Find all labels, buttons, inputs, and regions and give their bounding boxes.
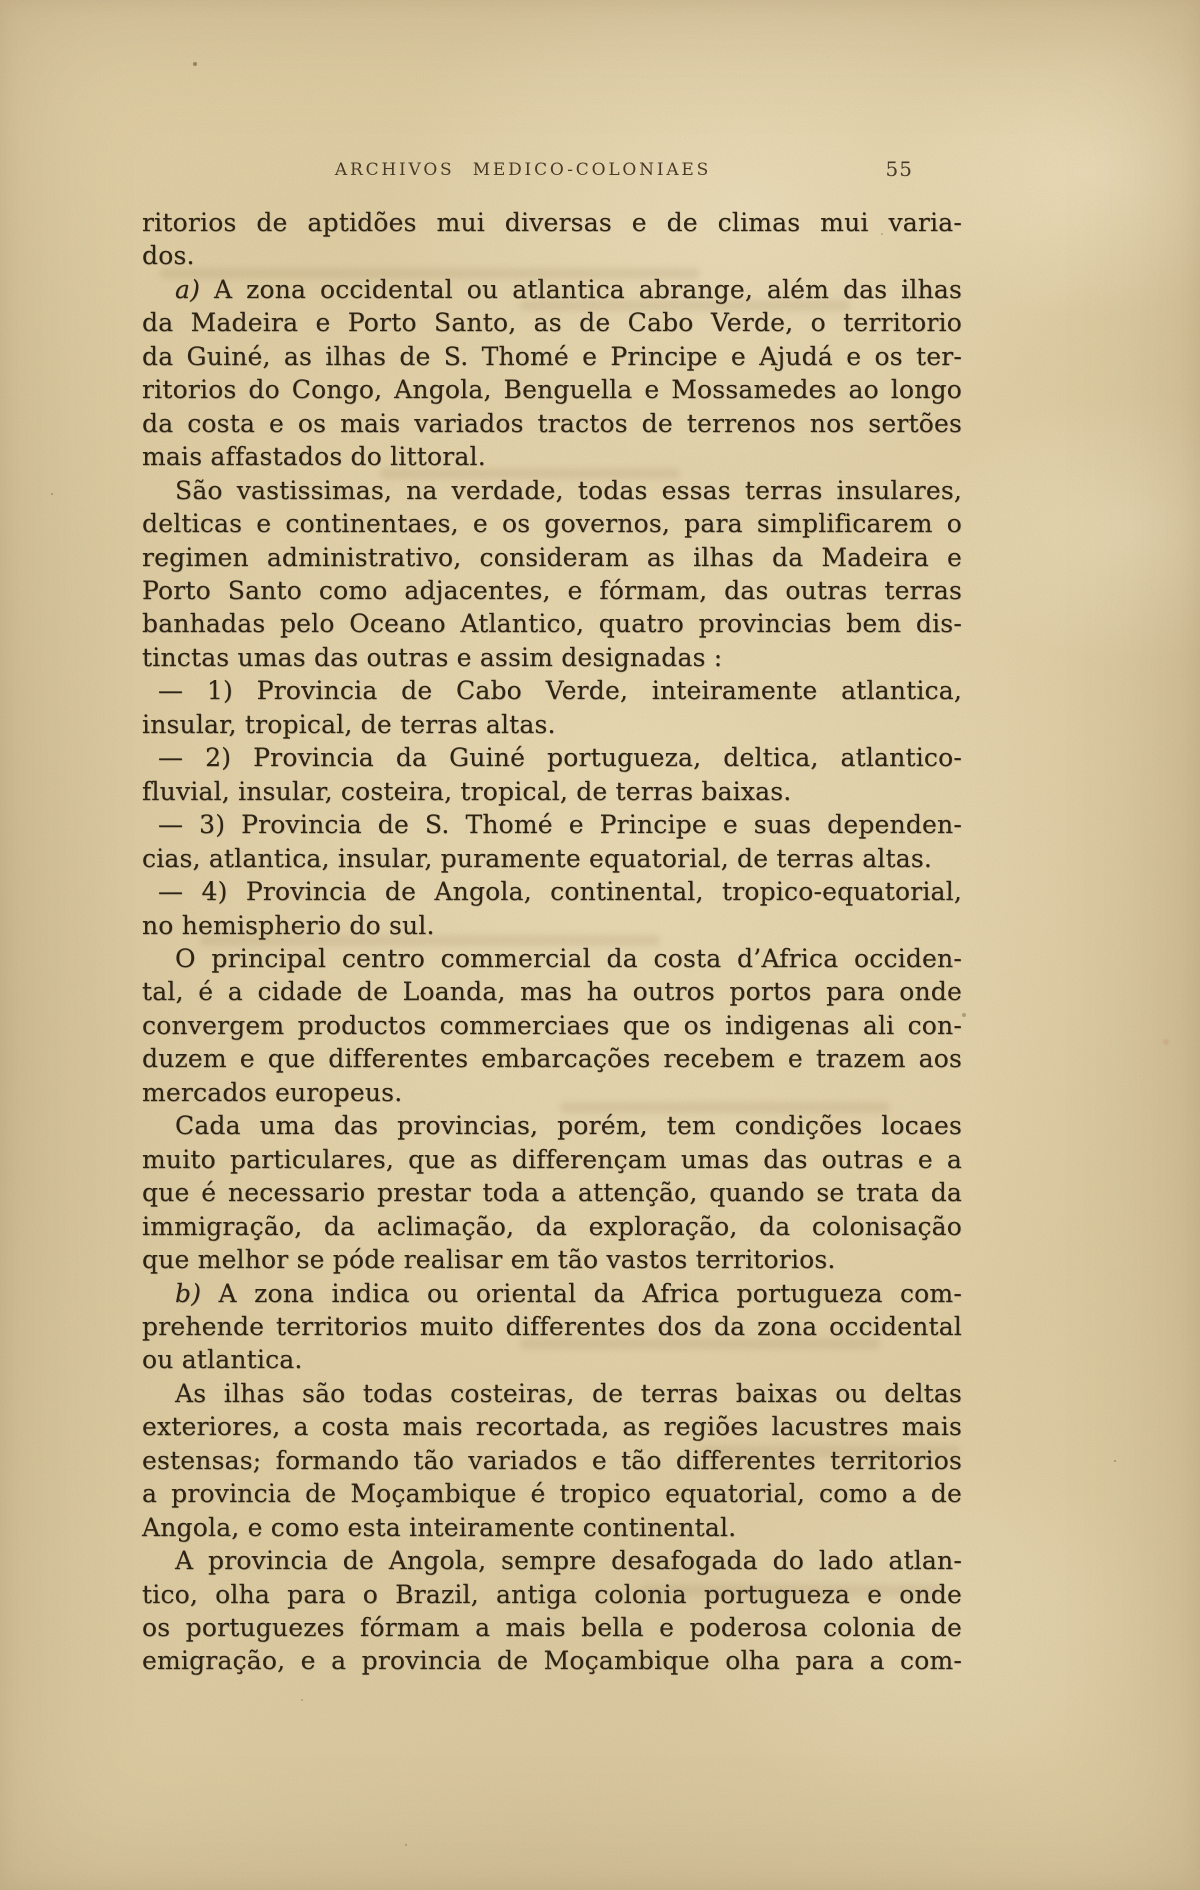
text-line: os portuguezes fórmam a mais bella e poderosa colonia de: [142, 1613, 962, 1643]
text-line: da costa e os mais variados tractos de terrenos nos sertões: [142, 408, 962, 438]
text-line: mercados europeus.: [142, 1077, 403, 1107]
text-line: delticas e continentaes, e os governos, para simplificarem o: [142, 509, 962, 539]
text-line: banhadas pelo Oceano Atlantico, quatro provincias bem dis-: [142, 609, 962, 639]
text-line: tal, é a cidade de Loanda, mas ha outros portos para onde: [142, 977, 962, 1007]
text-line: convergem productos commerciaes que os indigenas ali con-: [142, 1010, 962, 1040]
text-line: — 2) Provincia da Guiné portugueza, deltica, atlantico-: [158, 743, 962, 773]
text-line: a) A zona occidental ou atlantica abrange, além das ilhas: [175, 274, 962, 304]
text-line: cias, atlantica, insular, puramente equatorial, de terras altas.: [142, 843, 933, 873]
text-line: O principal centro commercial da costa d’Africa occiden-: [175, 943, 962, 973]
text-line: As ilhas são todas costeiras, de terras baixas ou deltas: [175, 1378, 962, 1408]
text-line: ou atlantica.: [142, 1345, 303, 1375]
text-line: ritorios do Congo, Angola, Benguella e Mossamedes ao longo: [142, 375, 962, 405]
text-line: — 1) Provincia de Cabo Verde, inteiramente atlantica,: [158, 676, 962, 706]
italic-enumerator: a): [175, 274, 201, 304]
paper-specks: [0, 0, 4, 4]
text-line: da Guiné, as ilhas de S. Thomé e Principe e Ajudá e os ter-: [142, 341, 962, 371]
text-line: Cada uma das provincias, porém, tem condições locaes: [175, 1111, 962, 1141]
text-line: tico, olha para o Brazil, antiga colonia portugueza e onde: [142, 1579, 962, 1609]
journal-title: ARCHIVOS MEDICO-COLONIAES: [334, 160, 712, 180]
text-line: A provincia de Angola, sempre desafogada do lado atlan-: [175, 1546, 962, 1576]
text-line: insular, tropical, de terras altas.: [142, 709, 556, 739]
text-line: dos.: [142, 241, 195, 271]
text-line: prehende territorios muito differentes dos da zona occidental: [142, 1311, 962, 1341]
text-line: tinctas umas das outras e assim designadas :: [142, 642, 723, 672]
text-line: Angola, e como esta inteiramente continental.: [142, 1512, 737, 1542]
text-line: immigração, da aclimação, da exploração, da colonisação: [142, 1211, 962, 1241]
text-line: ritorios de aptidões mui diversas e de climas mui varia-: [142, 208, 962, 237]
text-line: emigração, e a provincia de Moçambique olha para a com-: [142, 1646, 962, 1676]
text-line: b) A zona indica ou oriental da Africa portugueza com-: [175, 1278, 962, 1308]
text-line: São vastissimas, na verdade, todas essas terras insulares,: [175, 475, 962, 505]
text-line: no hemispherio do sul.: [142, 910, 435, 940]
text-line: — 4) Provincia de Angola, continental, tropico-equatorial,: [158, 877, 962, 907]
text-line: regimen administrativo, consideram as ilhas da Madeira e: [142, 542, 962, 572]
text-body: [142, 206, 962, 1678]
text-line: muito particulares, que as differençam umas das outras e a: [142, 1144, 962, 1174]
text-line: — 3) Provincia de S. Thomé e Principe e suas dependen-: [158, 810, 962, 840]
text-line: da Madeira e Porto Santo, as de Cabo Verde, o territorio: [142, 308, 962, 338]
text-line: estensas; formando tão variados e tão differentes territorios: [142, 1445, 962, 1475]
text-line: fluvial, insular, costeira, tropical, de terras baixas.: [142, 776, 792, 806]
text-line: Porto Santo como adjacentes, e fórmam, das outras terras: [142, 575, 962, 605]
text-line: duzem e que differentes embarcações recebem e trazem aos: [142, 1044, 962, 1074]
text-line: exteriores, a costa mais recortada, as regiões lacustres mais: [142, 1412, 962, 1442]
italic-enumerator: b): [175, 1278, 202, 1308]
text-line: mais affastados do littoral.: [142, 442, 486, 472]
page-number: 55: [885, 157, 913, 181]
running-header: [142, 157, 962, 190]
text-line: que melhor se póde realisar em tão vastos territorios.: [142, 1245, 836, 1275]
text-line: que é necessario prestar toda a attenção, quando se trata da: [142, 1178, 962, 1208]
text-line: a provincia de Moçambique é tropico equatorial, como a de: [142, 1479, 962, 1509]
